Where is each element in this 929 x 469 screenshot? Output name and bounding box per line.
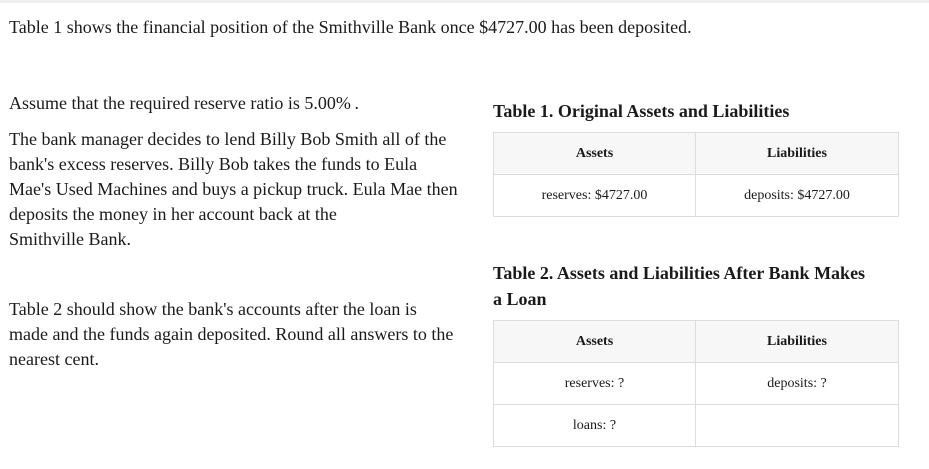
deposits-answer-cell[interactable]: deposits: ? [696,363,899,405]
table-cell: reserves: $4727.00 [494,175,696,217]
reserve-ratio-text: Assume that the required reserve ratio is 5.00% . [9,93,359,113]
instruction-line: made and the funds again deposited. Round all answers to the [9,324,454,344]
table-header-row [494,321,899,363]
story-line: bank's excess reserves. Billy Bob takes the funds to Eula [9,154,418,174]
table-row [494,175,899,217]
instruction-line: nearest cent. [9,349,99,369]
story-paragraph [9,127,474,252]
assets-header: Assets [494,133,696,175]
reserves-answer-cell[interactable]: reserves: ? [494,363,696,405]
instruction-line: Table 2 should show the bank's accounts after the loan is [9,299,417,319]
table2-title [493,260,893,312]
empty-cell [696,405,899,447]
story-line: deposits the money in her account back at the [9,204,337,224]
table-row [494,405,899,447]
story-line: The bank manager decides to lend Billy Bob Smith all of the [9,129,447,149]
table-row [494,363,899,405]
table-cell: deposits: $4727.00 [696,175,899,217]
liabilities-header: Liabilities [696,321,899,363]
table2-title-line: Table 2. Assets and Liabilities After Bank Makes [493,263,866,283]
table2-after-loan [493,320,899,447]
table-header-row [494,133,899,175]
top-divider [0,0,929,3]
loans-answer-cell[interactable]: loans: ? [494,405,696,447]
story-line: Smithville Bank. [9,229,132,249]
intro-text: Table 1 shows the financial position of the Smithville Bank once $4727.00 has been deposited. [9,17,692,37]
table1-title: Table 1. Original Assets and Liabilities [493,101,790,121]
table2-title-line: a Loan [493,289,547,309]
story-line: Mae's Used Machines and buys a pickup truck. Eula Mae then [9,179,458,199]
table1-original-assets-liabilities [493,132,899,217]
liabilities-header: Liabilities [696,133,899,175]
assets-header: Assets [494,321,696,363]
instruction-paragraph [9,297,474,372]
